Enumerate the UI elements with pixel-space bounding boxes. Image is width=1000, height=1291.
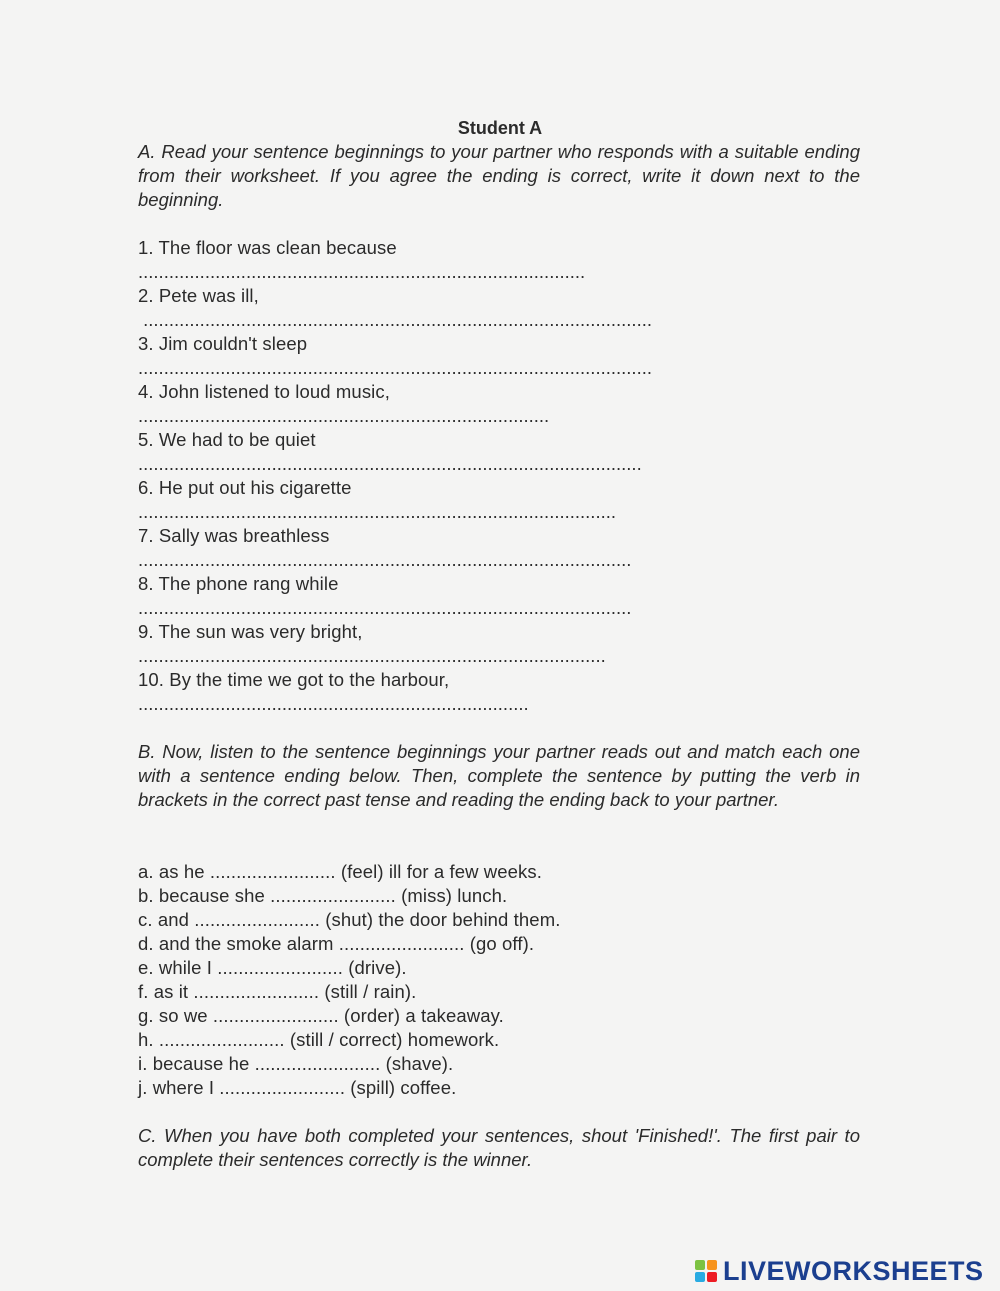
ending-d[interactable]: d. and the smoke alarm ........................ (go off). (138, 933, 535, 954)
section-b-instruction: B. Now, listen to the sentence beginnings your partner reads out and match each one with a sentence ending below. Then, complete the sentence by putting the verb in brackets in the correct past tense and reading the ending back to your partner. (138, 741, 860, 810)
ending-i[interactable]: i. because he ........................ (shave). (138, 1053, 454, 1074)
sentence-beginning-10: 10. By the time we got to the harbour, (138, 669, 450, 690)
sentence-beginning-6: 6. He put out his cigarette (138, 477, 352, 498)
answer-line-2[interactable]: ................................................................................................... (138, 309, 652, 330)
answer-line-5[interactable]: .................................................................................................. (138, 453, 642, 474)
sentence-beginning-4: 4. John listened to loud music, (138, 381, 390, 402)
logo-blocks-icon (695, 1260, 717, 1282)
ending-f[interactable]: f. as it ........................ (still / rain). (138, 981, 417, 1002)
answer-line-7[interactable]: ................................................................................................ (138, 549, 632, 570)
answer-line-6[interactable]: ............................................................................................. (138, 501, 617, 522)
ending-g[interactable]: g. so we ........................ (order) a takeaway. (138, 1005, 504, 1026)
answer-line-4[interactable]: ................................................................................ (138, 405, 550, 426)
answer-line-8[interactable]: ................................................................................................ (138, 597, 632, 618)
sentence-beginning-9: 9. The sun was very bright, (138, 621, 363, 642)
ending-c[interactable]: c. and ........................ (shut) the door behind them. (138, 909, 561, 930)
ending-e[interactable]: e. while I ........................ (drive). (138, 957, 407, 978)
sentence-beginning-3: 3. Jim couldn't sleep (138, 333, 308, 354)
sentence-beginning-2: 2. Pete was ill, (138, 285, 259, 306)
ending-b[interactable]: b. because she ........................ (miss) lunch. (138, 885, 508, 906)
ending-h[interactable]: h. ........................ (still / correct) homework. (138, 1029, 500, 1050)
liveworksheets-logo (695, 1255, 984, 1287)
section-c-instruction: C. When you have both completed your sentences, shout 'Finished!'. The first pair to complete their sentences correctly is the winner. (138, 1125, 860, 1170)
answer-line-10[interactable]: ............................................................................ (138, 693, 529, 714)
ending-a[interactable]: a. as he ........................ (feel) ill for a few weeks. (138, 861, 542, 882)
answer-line-3[interactable]: .................................................................................................... (138, 357, 652, 378)
ending-j[interactable]: j. where I ........................ (spill) coffee. (138, 1077, 457, 1098)
section-a-instruction: A. Read your sentence beginnings to your partner who responds with a suitable ending from their worksheet. If you agree the ending is correct, write it down next to the beginning. (138, 141, 860, 210)
logo-text: LIVEWORKSHEETS (723, 1256, 984, 1286)
sentence-beginning-1: 1. The floor was clean because (138, 237, 397, 258)
page-title: Student A (457, 118, 543, 138)
sentence-beginning-7: 7. Sally was breathless (138, 525, 330, 546)
sentence-beginning-8: 8. The phone rang while (138, 573, 339, 594)
answer-line-9[interactable]: ........................................................................................... (138, 645, 606, 666)
sentence-beginning-5: 5. We had to be quiet (138, 429, 316, 450)
answer-line-1[interactable]: ....................................................................................... (138, 261, 586, 282)
